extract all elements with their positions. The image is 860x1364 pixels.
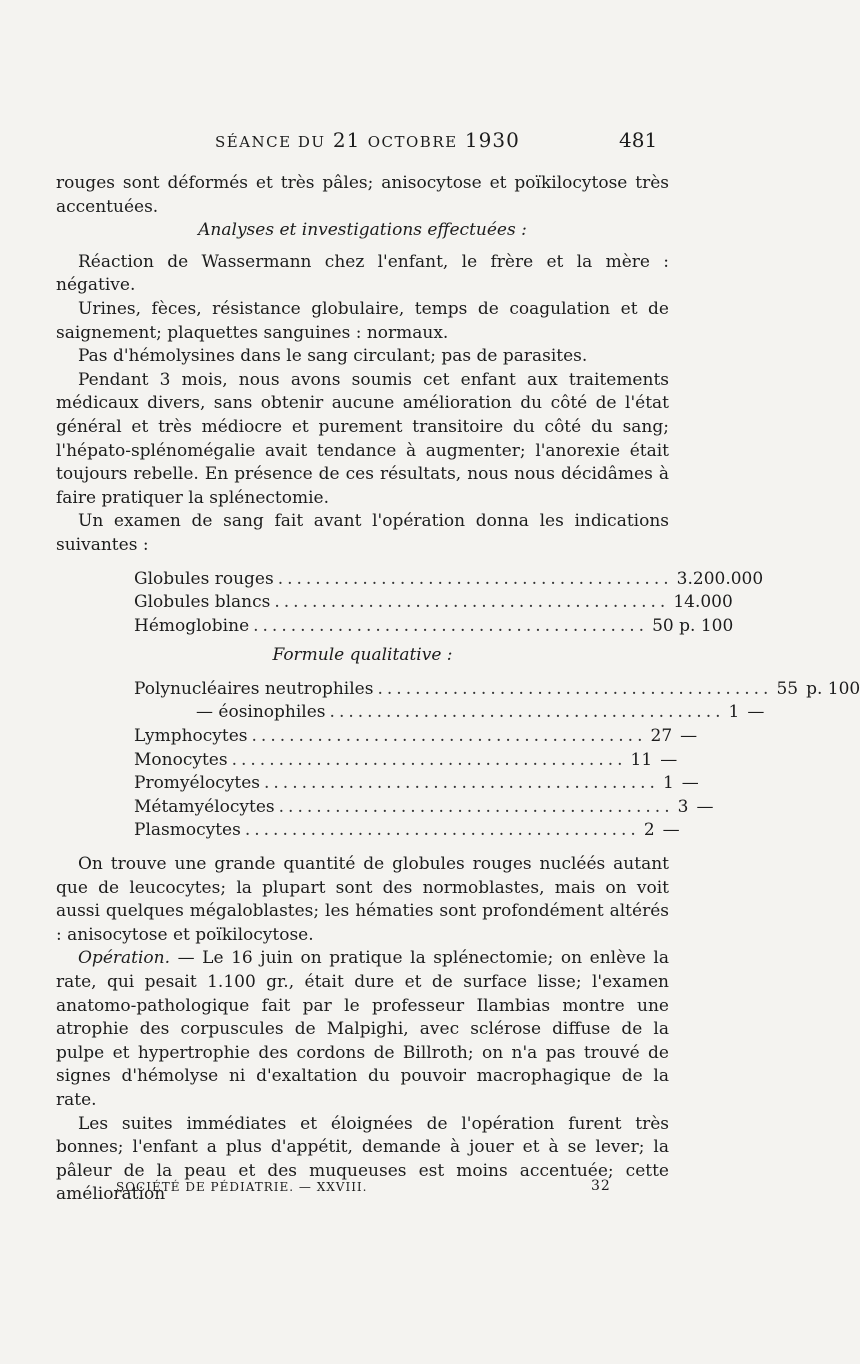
row-unit: — <box>660 749 678 770</box>
running-head-day: 21 <box>332 128 361 152</box>
row-value: 1 <box>662 773 674 794</box>
row-label: Polynucléaires neutrophiles <box>134 678 374 699</box>
leader-dots: .......................................... <box>278 796 674 817</box>
row-label: Promyélocytes <box>134 773 260 794</box>
row-label: — éosinophiles <box>196 702 326 723</box>
paragraph-4: Pas d'hémolysines dans le sang circulant; pas de parasites. <box>78 346 588 367</box>
paragraph-3: Urines, fèces, résistance globulaire, temps de coagulation et de saignement; plaquettes sanguines : normaux. <box>56 298 669 343</box>
operation-text: — Le 16 juin on pratique la splénectomie; on enlève la rate, qui pesait 1.100 gr., était dure et de surface lisse; l'examen anatomo-pathologique fait par le professeur Ilambias montre une atrophie des corpuscules de Malpighi, avec sclérose diffuse de la pulpe et hypertrophie des cordons de Billroth; on n'a pas trouvé de signes d'hémolyse ni d'exaltation du pouvoir macrophagique de la rate. <box>56 948 669 1110</box>
leader-dots: .......................................... <box>244 820 640 841</box>
leader-dots: .......................................... <box>274 592 670 613</box>
page-number: 481 <box>619 128 658 152</box>
paragraph-8 <box>56 947 669 1112</box>
leader-dots: .......................................... <box>329 702 725 723</box>
body-text <box>56 172 860 1207</box>
row-label: Métamyélocytes <box>134 796 275 817</box>
paragraph-9: Les suites immédiates et éloignées de l'opération furent très bonnes; l'enfant a plus d'appétit, demande à jouer et à se lever; la pâleur de la peau et des muqueuses est moins accentuée; cette amélioration <box>56 1113 669 1205</box>
table-row <box>134 725 698 749</box>
table-row <box>134 701 765 725</box>
leader-dots: .......................................... <box>251 726 647 747</box>
running-head-title <box>215 128 520 152</box>
table-row <box>134 568 764 592</box>
table-row <box>134 591 733 615</box>
row-value: 11 <box>630 749 653 770</box>
row-label: Globules blancs <box>134 592 271 613</box>
running-head-year: 1930 <box>464 128 520 152</box>
row-label: Hémoglobine <box>134 615 250 636</box>
row-unit: p. 100 <box>806 678 860 699</box>
leader-dots: .......................................... <box>231 749 627 770</box>
footer <box>0 1180 800 1204</box>
row-label: Lymphocytes <box>134 726 248 747</box>
table-row <box>134 772 699 796</box>
row-value: 14.000 <box>673 592 733 613</box>
leader-dots: .......................................... <box>264 773 659 794</box>
paragraph-1: rouges sont déformés et très pâles; anisocytose et poïkilocytose très accentuées. <box>56 173 669 217</box>
row-value: 50 p. 100 <box>652 615 734 636</box>
table-row <box>134 615 734 639</box>
table-row <box>134 678 860 702</box>
row-label: Plasmocytes <box>134 820 241 841</box>
row-value: 3 <box>677 796 689 817</box>
row-value: 55 <box>776 678 799 699</box>
row-value: 2 <box>643 820 655 841</box>
signature-mark: 32 <box>591 1178 611 1194</box>
operation-label: Opération. <box>78 948 170 969</box>
row-unit: — <box>681 773 699 794</box>
leader-dots: .......................................... <box>253 615 649 636</box>
row-value: 3.200.000 <box>676 568 764 589</box>
leader-dots: .......................................... <box>277 568 673 589</box>
running-head-prefix: SÉANCE DU <box>215 133 326 151</box>
paragraph-6: Un examen de sang fait avant l'opération donna les indications suivantes : <box>56 511 669 555</box>
row-unit: — <box>747 702 765 723</box>
paragraph-5: Pendant 3 mois, nous avons soumis cet enfant aux traitements médicaux divers, sans obtenir aucune amélioration du côté de l'état général et très médiocre et purement transitoire du côté du sang; l'hépato-splénomégalie avait tendance à augmenter; l'anorexie était toujours rebelle. En présence de ces résultats, nous nous décidâmes à faire pratiquer la splénectomie. <box>56 369 669 508</box>
paragraph-7: On trouve une grande quantité de globules rouges nucléés autant que de leucocytes; la plupart sont des normoblastes, mais on voit aussi quelques mégaloblastes; les hématies sont profondément altérés : anisocytose et poïkilocytose. <box>56 854 669 945</box>
heading-analyses: Analyses et investigations effectuées : <box>198 220 527 241</box>
table-row <box>134 796 714 820</box>
journal-footer: SOCIÉTÉ DE PÉDIATRIE. — XXVIII. <box>116 1180 368 1194</box>
row-unit: — <box>696 796 714 817</box>
blood-count-table <box>134 568 764 639</box>
row-value: 1 <box>728 702 740 723</box>
row-label: Monocytes <box>134 749 228 770</box>
running-head <box>0 128 800 158</box>
row-unit: — <box>680 726 698 747</box>
table-row <box>134 819 680 843</box>
formula-table <box>134 678 860 843</box>
paragraph-2: Réaction de Wassermann chez l'enfant, le frère et la mère : négative. <box>56 251 669 296</box>
row-label: Globules rouges <box>134 568 274 589</box>
row-value: 27 <box>650 726 673 747</box>
table-row <box>134 749 678 773</box>
heading-formula: Formule qualitative : <box>272 645 453 666</box>
row-unit: — <box>662 820 680 841</box>
leader-dots: .......................................... <box>377 678 773 699</box>
running-head-month: OCTOBRE <box>367 133 458 151</box>
